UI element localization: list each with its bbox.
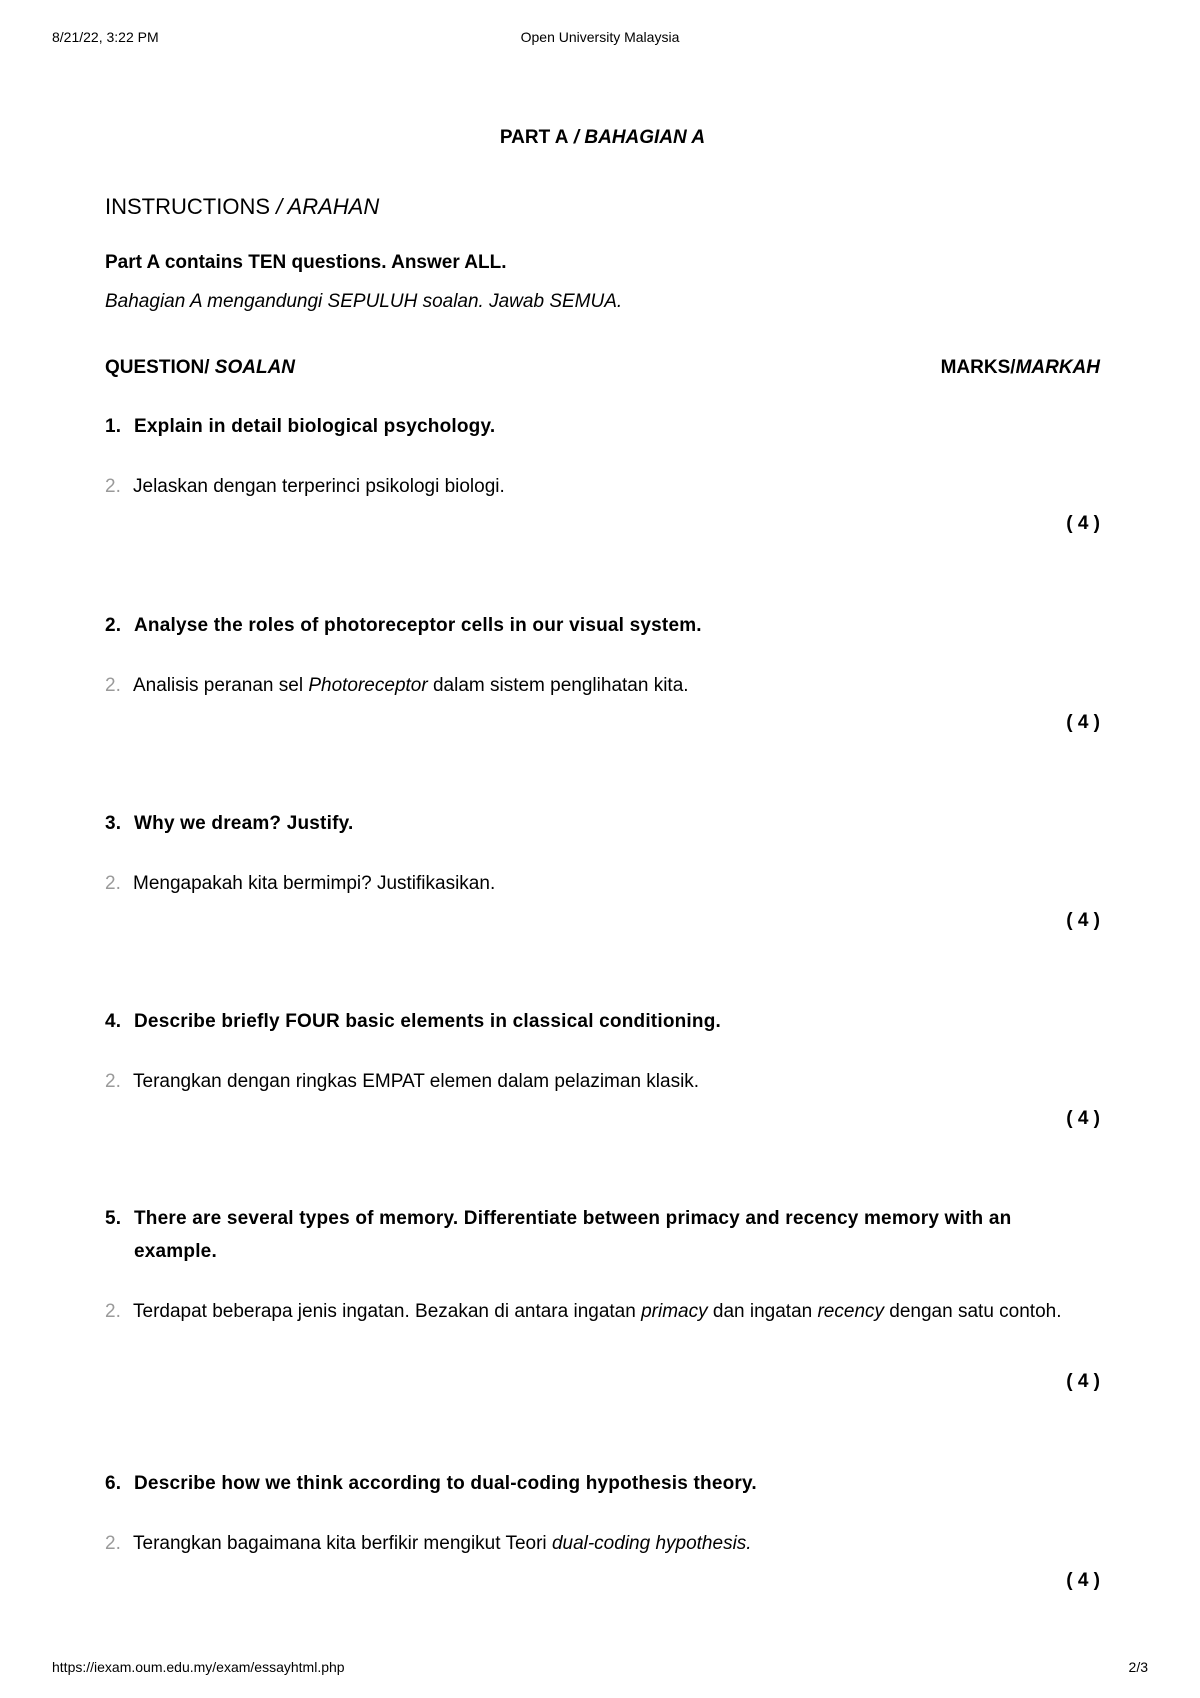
question-ms-number: 2. bbox=[105, 675, 121, 696]
question-text-en bbox=[105, 410, 1070, 443]
part-title bbox=[105, 127, 1100, 149]
question-marks: ( 4 ) bbox=[1066, 1570, 1100, 1591]
question-ms-number: 2. bbox=[105, 1301, 121, 1322]
part-title-ms: BAHAGIAN A bbox=[584, 127, 706, 148]
instructions-text-ms: Bahagian A mengandungi SEPULUH soalan. Jawab SEMUA. bbox=[105, 291, 623, 312]
question-marks: ( 4 ) bbox=[1066, 910, 1100, 931]
question-text-en bbox=[105, 1005, 1070, 1038]
question-text-en bbox=[105, 1202, 1070, 1268]
question-ms-number: 2. bbox=[105, 476, 121, 497]
question-text-en bbox=[105, 609, 1070, 642]
question-number: 1. bbox=[105, 416, 122, 437]
part-title-en: PART A bbox=[499, 127, 569, 148]
question-number: 2. bbox=[105, 615, 122, 636]
question-number: 5. bbox=[105, 1208, 122, 1229]
instructions-title-sep: / bbox=[270, 194, 288, 219]
marks-header-ms: MARKAH bbox=[1015, 357, 1100, 378]
page-url: https://iexam.oum.edu.my/exam/essayhtml.php bbox=[52, 1659, 345, 1675]
instructions-title-ms: ARAHAN bbox=[287, 194, 380, 219]
question-ms-number: 2. bbox=[105, 1533, 121, 1554]
question-text-ms: 2. Analisis peranan sel Photoreceptor dalam sistem penglihatan kita. bbox=[105, 669, 1100, 702]
question-text-ms: 2. Terangkan dengan ringkas EMPAT elemen dalam pelaziman klasik. bbox=[105, 1065, 1100, 1098]
page-number: 2/3 bbox=[1128, 1659, 1148, 1675]
question-text: Why we dream? Justify. bbox=[134, 813, 354, 834]
question-marks: ( 4 ) bbox=[1066, 1108, 1100, 1129]
question-text-ms: 2. Terdapat beberapa jenis ingatan. Bezakan di antara ingatan primacy dan ingatan recency dengan satu contoh. bbox=[105, 1295, 1100, 1328]
print-page-title: Open University Malaysia bbox=[520, 29, 680, 45]
question-text: Describe briefly FOUR basic elements in classical conditioning. bbox=[134, 1011, 721, 1032]
question-text: Describe how we think according to dual-coding hypothesis theory. bbox=[134, 1473, 757, 1494]
question-number: 3. bbox=[105, 813, 122, 834]
print-datetime: 8/21/22, 3:22 PM bbox=[52, 29, 159, 45]
marks-header-en: MARKS/ bbox=[940, 357, 1016, 378]
question-text: Analyse the roles of photoreceptor cells in our visual system. bbox=[134, 615, 702, 636]
question-marks: ( 4 ) bbox=[1066, 513, 1100, 534]
print-footer bbox=[52, 1659, 1148, 1679]
question-text: Explain in detail biological psychology. bbox=[134, 416, 496, 437]
question-column-header bbox=[105, 357, 295, 379]
marks-column-header bbox=[941, 357, 1100, 379]
question-header-ms: SOALAN bbox=[214, 357, 296, 378]
instructions-text-en: Part A contains TEN questions. Answer ALL. bbox=[105, 252, 507, 273]
part-title-sep: / bbox=[568, 127, 585, 148]
instructions-title bbox=[105, 194, 379, 220]
question-text-en bbox=[105, 807, 1070, 840]
instructions-title-en: INSTRUCTIONS bbox=[105, 194, 270, 219]
question-marks: ( 4 ) bbox=[1066, 712, 1100, 733]
question-text: There are several types of memory. Differentiate between primacy and recency memory with an example. bbox=[134, 1208, 1012, 1262]
question-ms-number: 2. bbox=[105, 873, 121, 894]
question-text-en bbox=[105, 1467, 1070, 1500]
question-marks: ( 4 ) bbox=[1066, 1371, 1100, 1392]
question-text-ms: 2. Mengapakah kita bermimpi? Justifikasikan. bbox=[105, 867, 1100, 900]
question-number: 4. bbox=[105, 1011, 122, 1032]
question-text-ms: 2. Jelaskan dengan terperinci psikologi biologi. bbox=[105, 470, 1100, 503]
question-text-ms: 2. Terangkan bagaimana kita berfikir mengikut Teori dual-coding hypothesis. bbox=[105, 1527, 1100, 1560]
print-header bbox=[52, 29, 1148, 49]
question-number: 6. bbox=[105, 1473, 122, 1494]
question-ms-number: 2. bbox=[105, 1071, 121, 1092]
question-header-en: QUESTION/ bbox=[105, 357, 215, 378]
